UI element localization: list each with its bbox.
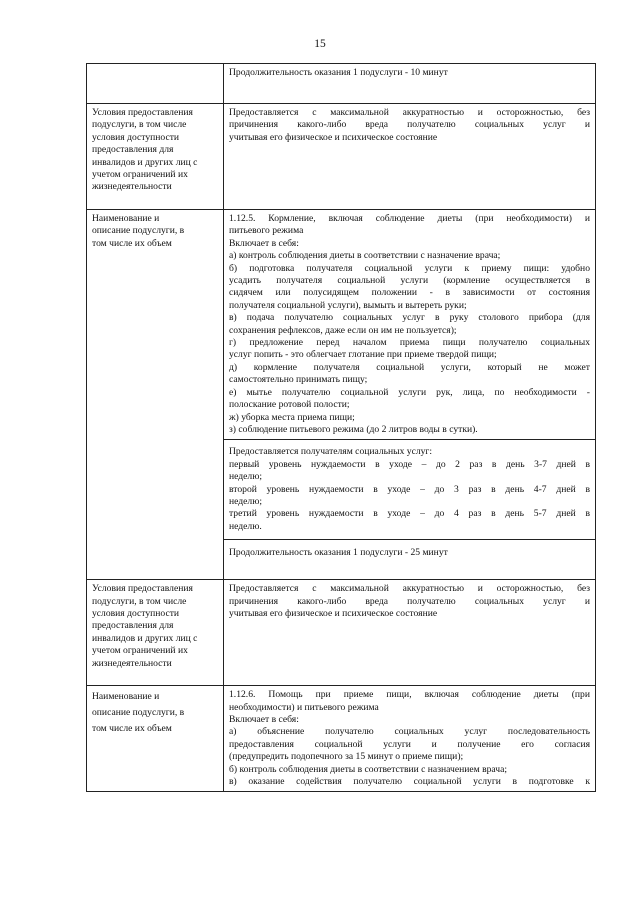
duration-text: Продолжительность оказания 1 подуслуги - 25 минут [229,547,448,559]
value-line: б) подготовка получателя социальной услуги к приему пищи: удобно [229,262,590,274]
label-line: условия доступности [92,607,180,619]
value-line: второй уровень нуждаемости в уходе – до 3 раз в день 4-7 дней в [229,483,590,495]
value-line: третий уровень нуждаемости в уходе – до 4 раз в день 5-7 дней в [229,508,590,520]
value-line: Предоставляется с максимальной аккуратностью и осторожностью, без [229,107,590,118]
table-row [87,104,596,210]
frequency-cell [224,440,596,540]
label-line: Условия предоставления [92,107,193,118]
value-line: первый уровень нуждаемости в уходе – до 2 раз в день 3-7 дней в [229,458,590,470]
value-line: е) мытье получателю социальной услуги рук, лица, по необходимости - [229,386,590,398]
value-line: учитывая его физическое и психическое состояние [229,131,438,143]
value-line: полоскание ротовой полости; [229,399,350,411]
value-line: з) соблюдение питьевого режима (до 2 литров воды в сутки). [229,423,478,435]
name-label-cell [87,686,224,792]
table-row [87,686,596,792]
value-line: усадить получателя социальной услуги (кормление осуществляется в [229,275,590,287]
description-cell [224,686,596,792]
value-line: а) контроль соблюдения диеты в соответствии с назначение врача; [229,250,501,262]
value-line: предоставления социальной услуги и получение его согласия [229,738,590,750]
table-row [87,210,596,440]
label-line: подуслуги, в том числе [92,119,187,131]
duration-cell [224,64,596,104]
conditions-value-cell [224,104,596,210]
value-line: неделю; [229,495,263,507]
value-line: б) контроль соблюдения диеты в соответствии с назначением врача; [229,763,508,775]
label-line: инвалидов и других лиц с [92,156,198,168]
label-line: описание подуслуги, в [92,707,185,719]
value-line: причинения какого-либо вреда получателю социальных услуг и [229,119,590,131]
conditions-label-cell [87,104,224,210]
table-row [87,64,596,104]
value-line: самостоятельно принимать пищу; [229,374,368,386]
value-line: необходимости) и питьевого режима [229,701,379,713]
value-line: (предупредить подопечного за 15 минут о приеме пищи); [229,751,464,763]
value-line: сохранения рефлексов, даже если он им не пользуется); [229,324,457,336]
duration-text: Продолжительность оказания 1 подуслуги - 10 минут [229,67,448,78]
name-label-cell [87,210,224,580]
label-line: Наименование и [92,691,160,703]
label-line: Наименование и [92,213,160,224]
label-line: учетом ограничений их [92,169,188,181]
description-cell [224,210,596,440]
value-line: в) подача получателю социальных услуг в руку столового прибора (для [229,312,590,324]
value-line: Предоставляется с максимальной аккуратностью и осторожностью, без [229,583,590,595]
value-line: Предоставляется получателям социальных услуг: [229,446,433,458]
duration-cell [224,540,596,580]
label-line: том числе их объем [92,723,172,735]
value-line: причинения какого-либо вреда получателю социальных услуг и [229,595,590,607]
value-line: а) объяснение получателю социальных услуг последовательность [229,726,590,738]
value-line: г) предложение перед началом приема пищи получателю социальных [229,337,590,349]
label-line: подуслуги, в том числе [92,595,187,607]
value-line: услуг попить - это облегчает глотание при приеме твердой пищи; [229,349,497,361]
label-line: Условия предоставления [92,583,193,595]
value-line: неделю; [229,471,263,483]
value-line: 1.12.6. Помощь при приеме пищи, включая соблюдение диеты (при [229,689,590,701]
value-line: д) кормление получателя социальной услуги, который не может [229,361,590,373]
label-line: предоставления для [92,620,174,632]
label-line: том числе их объем [92,237,172,249]
label-line: предоставления для [92,144,174,156]
value-line: получателя социальной услуги), вымыть и вытереть руки; [229,299,467,311]
label-line: жизнедеятельности [92,181,172,193]
value-line: учитывая его физическое и психическое состояние [229,607,438,619]
label-line: инвалидов и других лиц с [92,632,198,644]
conditions-value-cell [224,580,596,686]
value-line: в) оказание содействия получателю социальной услуги в подготовке к [229,776,590,787]
table-row [87,580,596,686]
label-cell [87,64,224,104]
value-line: сидячем или полусидящем положении - в зависимости от состояния [229,287,590,299]
value-line: 1.12.5. Кормление, включая соблюдение диеты (при необходимости) и [229,213,590,224]
value-line: Включает в себя: [229,237,299,249]
value-line: питьевого режима [229,225,304,237]
label-line: жизнедеятельности [92,657,172,669]
service-table [86,63,596,792]
label-line: учетом ограничений их [92,645,188,657]
value-line: Включает в себя: [229,713,299,725]
label-line: описание подуслуги, в [92,225,185,237]
label-line: условия доступности [92,131,180,143]
value-line: ж) уборка места приема пищи; [229,411,355,423]
value-line: неделю. [229,520,262,532]
page-number: 15 [314,38,326,50]
conditions-label-cell [87,580,224,686]
